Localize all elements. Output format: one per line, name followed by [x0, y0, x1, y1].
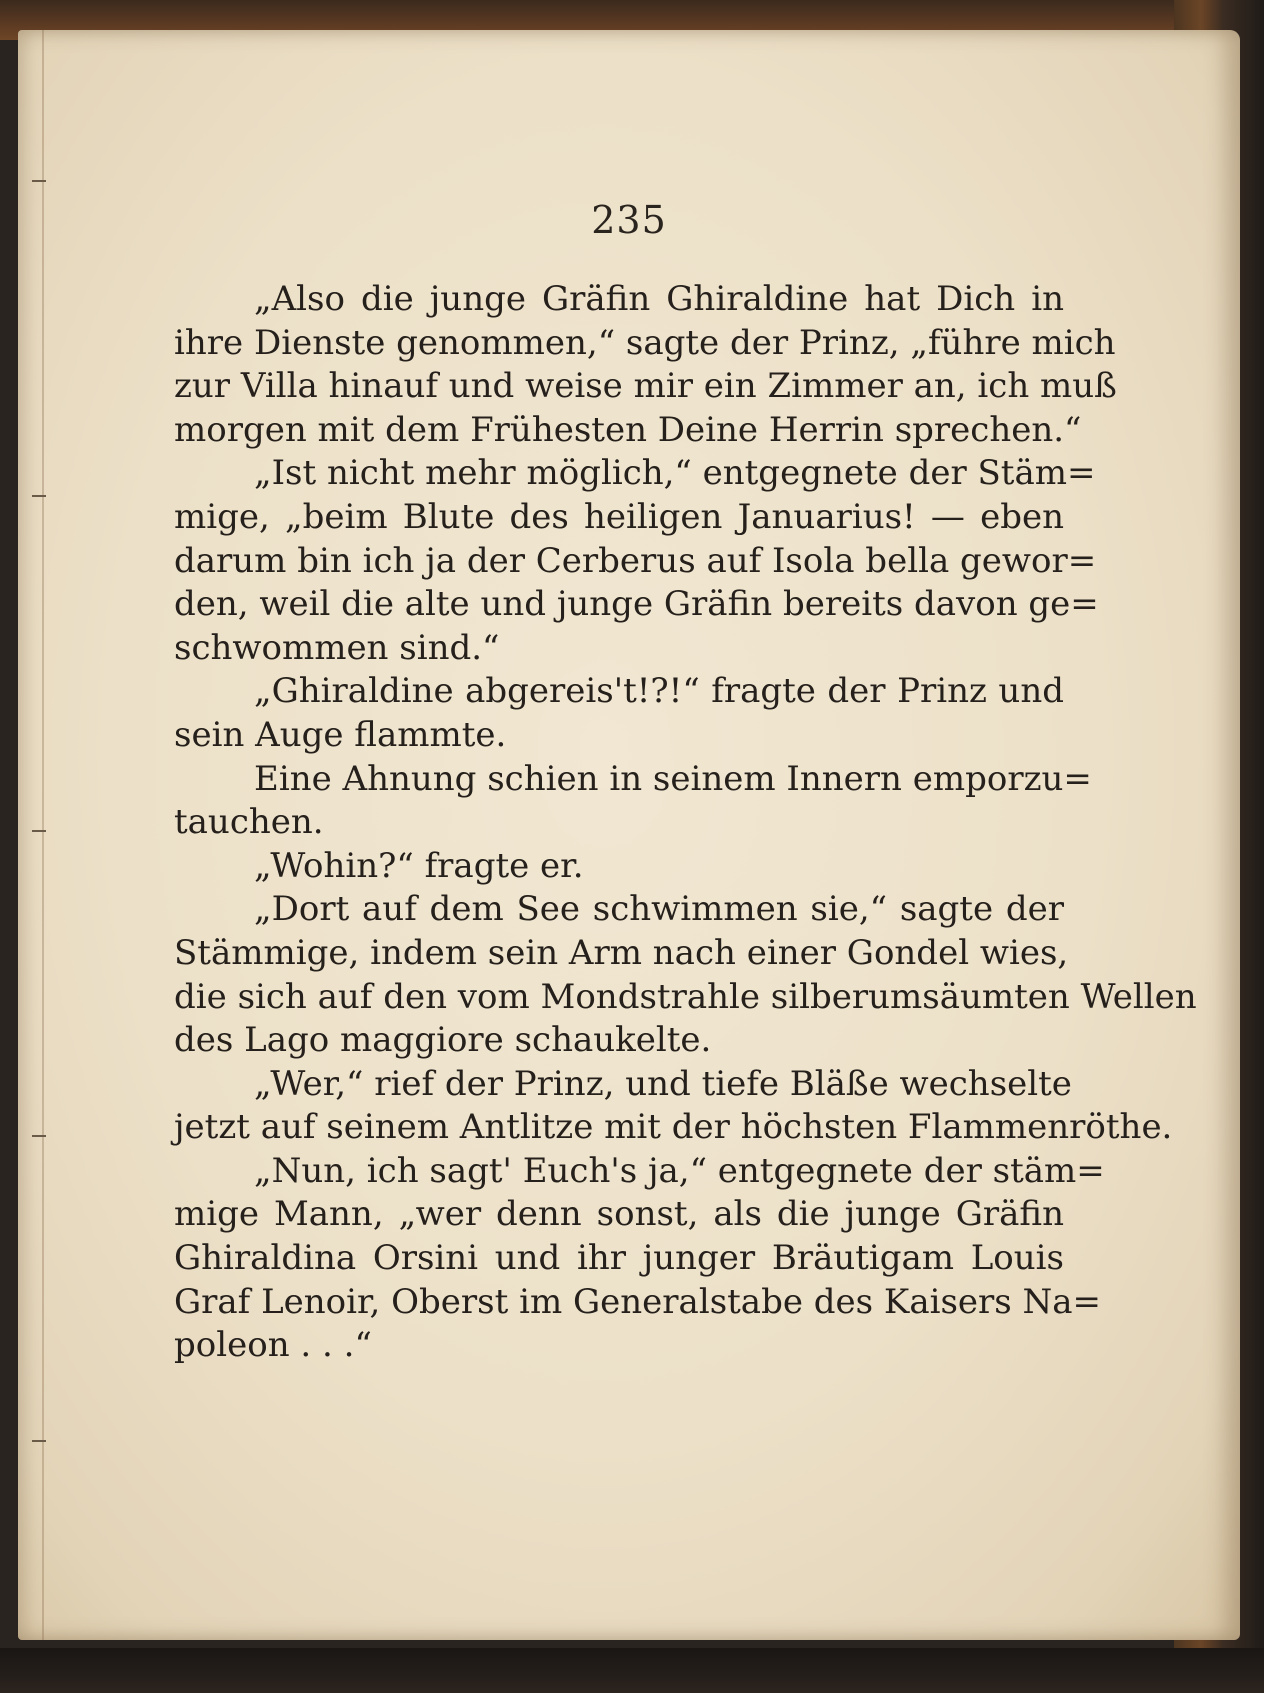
body-text	[174, 278, 1197, 1368]
text-line: „Also die junge Gräfin Ghiraldine hat Dich in	[254, 279, 1064, 319]
text-line: sein Auge flammte.	[174, 714, 507, 755]
text-line: „Wohin?“ fragte er.	[254, 845, 584, 886]
text-line: Stämmige, indem sein Arm nach einer Gondel wies,	[174, 932, 1069, 973]
text-line: die sich auf den vom Mondstrahle silberumsäumten Wellen	[174, 976, 1197, 1017]
text-line: „Wer,“ rief der Prinz, und tiefe Bläße wechselte	[254, 1063, 1072, 1104]
text-line: darum bin ich ja der Cerberus auf Isola bella gewor=	[174, 540, 1097, 581]
text-line: mige Mann, „wer denn sonst, als die junge Gräfin	[174, 1194, 1064, 1235]
text-line: Ghiraldina Orsini und ihr junger Bräutigam Louis	[174, 1238, 1064, 1279]
text-line: Eine Ahnung schien in seinem Innern emporzu=	[254, 758, 1092, 799]
text-line: „Ist nicht mehr möglich,“ entgegnete der Stäm=	[254, 453, 1096, 494]
text-line: tauchen.	[174, 802, 324, 843]
text-line: den, weil die alte und junge Gräfin bereits davon ge=	[174, 584, 1099, 625]
text-line: zur Villa hinauf und weise mir ein Zimmer an, ich muß	[174, 366, 1117, 407]
book-cover-bottom-edge	[0, 1648, 1264, 1693]
binding-stitch	[32, 180, 46, 182]
book-page	[18, 30, 1240, 1640]
binding-stitch	[32, 1135, 46, 1137]
text-line: morgen mit dem Frühesten Deine Herrin sprechen.“	[174, 409, 1082, 450]
text-line: „Nun, ich sagt' Euch's ja,“ entgegnete der stäm=	[254, 1150, 1105, 1191]
binding-stitch	[32, 830, 46, 832]
text-line: jetzt auf seinem Antlitze mit der höchsten Flammenröthe.	[174, 1107, 1173, 1148]
text-line: schwommen sind.“	[174, 627, 500, 668]
binding-stitch	[32, 1440, 46, 1442]
text-line: des Lago maggiore schaukelte.	[174, 1020, 712, 1061]
text-line: Graf Lenoir, Oberst im Generalstabe des Kaisers Na=	[174, 1281, 1102, 1322]
text-line: ihre Dienste genommen,“ sagte der Prinz, „führe mich	[174, 322, 1116, 363]
text-line: poleon . . .“	[174, 1325, 372, 1366]
text-line: mige, „beim Blute des heiligen Januarius! — eben	[174, 496, 1064, 537]
page-number: 235	[591, 198, 667, 242]
binding-stitch	[32, 495, 46, 497]
text-line: „Dort auf dem See schwimmen sie,“ sagte der	[254, 889, 1064, 930]
page-gutter	[42, 30, 44, 1640]
text-line: „Ghiraldine abgereis't!?!“ fragte der Prinz und	[254, 671, 1064, 712]
